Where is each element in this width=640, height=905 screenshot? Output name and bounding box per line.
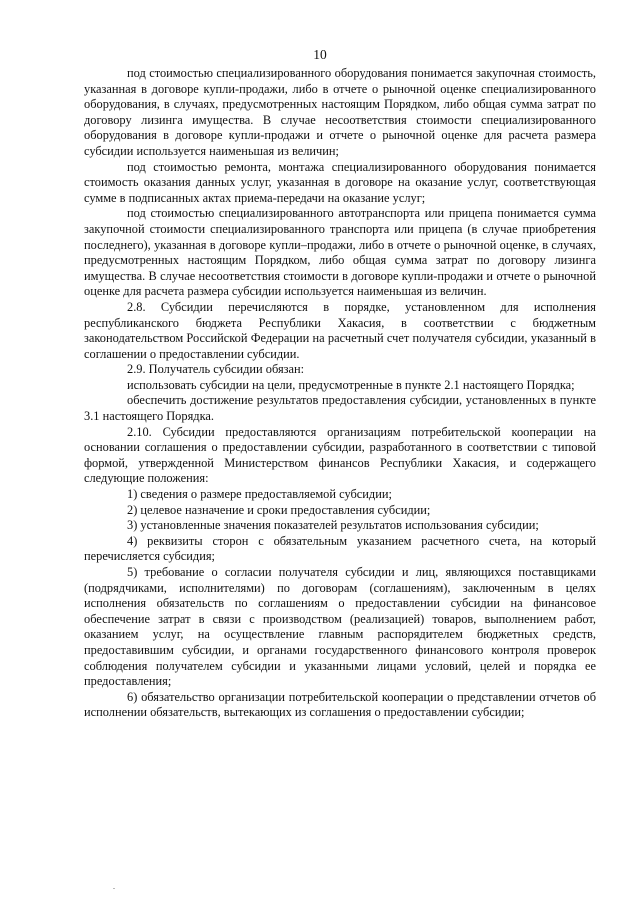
paragraph-repair-cost: под стоимостью ремонта, монтажа специализированного оборудования понимается стоимость оказания данных услуг, указанная в договоре на оказание услуг, соответствующая сумме в подписанных актах приема-передачи на оказание услуг;: [84, 159, 596, 205]
paragraph-2-9-use-subsidy: использовать субсидии на цели, предусмотренные в пункте 2.1 настоящего Порядка;: [127, 377, 575, 392]
paragraph-2-8: 2.8. Субсидии перечисляются в порядке, установленном для исполнения республиканского бюджета Республики Хакасия, в соответствии с бюджетным законодательством Российской Федерации на расчетный счет получателя субсидии, указанный в соглашении о предоставлении субсидии.: [84, 299, 596, 361]
list-item-4: 4) реквизиты сторон с обязательным указанием расчетного счета, на который перечисляется субсидия;: [84, 533, 596, 564]
list-item-6: 6) обязательство организации потребительской кооперации о представлении отчетов об исполнении обязательств, вытекающих из соглашения о предоставлении субсидии;: [84, 689, 596, 720]
list-item-2: 2) целевое назначение и сроки предоставления субсидии;: [127, 502, 431, 517]
paragraph-vehicle-cost: под стоимостью специализированного автотранспорта или прицепа понимается сумма закупочной стоимости специализированного транспорта или прицепа (в случае приобретения последнего), указанная в договоре купли–продажи, либо в отчете о рыночной оценке, в случаях, предусмотренных настоящим Порядком, либо общая сумма затрат по договору лизинга имущества. В случае несоответствия стоимости в договоре купли-продажи и отчете о рыночной оценке для расчета размера субсидии используется наименьшая из величин.: [84, 206, 596, 299]
list-item-3: 3) установленные значения показателей результатов использования субсидии;: [127, 518, 539, 533]
document-body: [84, 66, 596, 721]
paragraph-2-9: 2.9. Получатель субсидии обязан:: [127, 362, 305, 377]
paragraph-2-10: 2.10. Субсидии предоставляются организациям потребительской кооперации на основании соглашения о предоставлении субсидии, разработанного в соответствии с типовой формой, утвержденной Министерством финансов Республики Хакасия, и содержащего следующие положения:: [84, 424, 596, 486]
paragraph-equipment-cost: под стоимостью специализированного оборудования понимается закупочная стоимость, указанная в договоре купли-продажи, либо в отчете о рыночной оценке специализированного оборудования, в случаях, предусмотренных настоящим Порядком, либо общая сумма затрат по договору лизинга имущества. В случае несоответствия стоимости специализированного оборудования в договоре купли-продажи и отчете о рыночной оценке для расчета размера субсидии используется наименьшая из величин;: [84, 66, 596, 158]
list-item-1: 1) сведения о размере предоставляемой субсидии;: [127, 487, 392, 502]
paragraph-2-9-ensure-results: обеспечить достижение результатов предоставления субсидии, установленных в пункте 3.1 настоящего Порядка.: [84, 393, 596, 424]
page-number: 10: [313, 47, 327, 62]
scan-speck: [113, 888, 115, 889]
list-item-5: 5) требование о согласии получателя субсидии и лиц, являющихся поставщиками (подрядчиками, исполнителями) по договорам (соглашениям), заключенным в целях исполнения обязательств по соглашениям о предоставлении субсидии на финансовое обеспечение затрат в связи с производством (реализацией) товаров, выполнением работ, оказанием услуг, на осуществление главным распорядителем бюджетных средств, предоставившим субсидии, и органами государственного финансового контроля проверок соблюдения получателем субсидии и указанными лицами условий, целей и порядка ее предоставления;: [84, 565, 596, 689]
